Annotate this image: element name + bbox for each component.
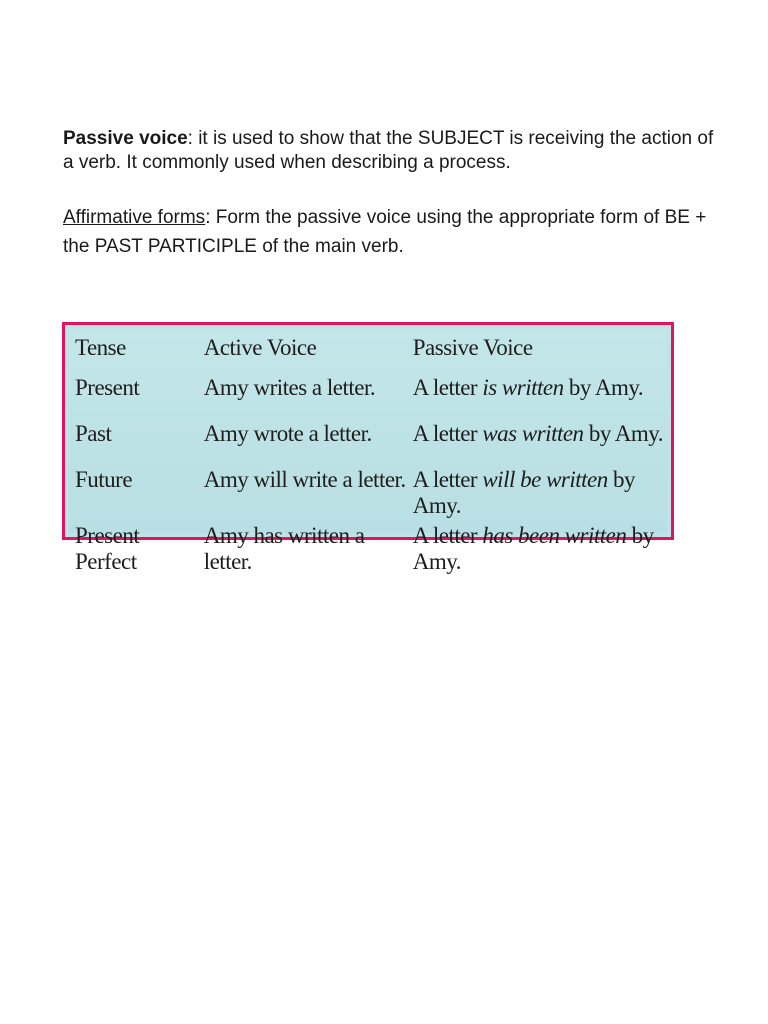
table-row (75, 519, 667, 575)
tense-table-frame (62, 322, 674, 574)
passive-voice-cell (413, 417, 667, 463)
tense-cell: Present Perfect (75, 523, 140, 574)
passive-verb: was written (482, 421, 584, 446)
passive-verb: will be written (482, 467, 608, 492)
tense-cell: Present (75, 375, 140, 400)
table-row (75, 463, 667, 519)
passive-suffix: by Amy. (412, 467, 635, 518)
table-row (75, 417, 667, 463)
tense-table-background (69, 329, 667, 574)
passive-prefix: A letter (412, 467, 483, 492)
tense-table (75, 331, 667, 575)
passive-prefix: A letter (412, 375, 483, 400)
passive-voice-cell (413, 463, 667, 519)
passive-voice-definition (63, 127, 723, 175)
affirmative-forms-description: : Form the passive voice using the appropriate form of BE + the PAST PARTICIPLE of the main verb. (63, 207, 707, 257)
affirmative-forms-paragraph (63, 203, 723, 261)
passive-verb: has been written (482, 523, 627, 548)
table-header-row (75, 331, 667, 371)
passive-suffix: by Amy. (563, 375, 644, 400)
passive-voice-description: : it is used to show that the SUBJECT is receiving the action of a verb. It commonly used when describing a process. (63, 128, 714, 173)
active-voice-cell: Amy wrote a letter. (203, 421, 372, 446)
passive-verb: is written (482, 375, 564, 400)
affirmative-forms-term: Affirmative forms (63, 207, 206, 228)
passive-voice-term: Passive voice (63, 128, 188, 149)
passive-suffix: by Amy. (412, 523, 654, 574)
table-row (75, 371, 667, 417)
active-voice-cell: Amy has written a letter. (203, 523, 365, 574)
tense-cell: Future (75, 467, 133, 492)
header-tense: Tense (75, 335, 126, 360)
passive-voice-cell (413, 371, 667, 417)
tense-cell: Past (75, 421, 112, 446)
passive-prefix: A letter (412, 421, 483, 446)
header-passive-voice: Passive Voice (412, 335, 533, 360)
passive-suffix: by Amy. (583, 421, 664, 446)
header-active-voice: Active Voice (203, 335, 317, 360)
active-voice-cell: Amy will write a letter. (203, 467, 406, 492)
passive-prefix: A letter (412, 523, 483, 548)
active-voice-cell: Amy writes a letter. (203, 375, 376, 400)
passive-voice-cell (413, 519, 667, 575)
